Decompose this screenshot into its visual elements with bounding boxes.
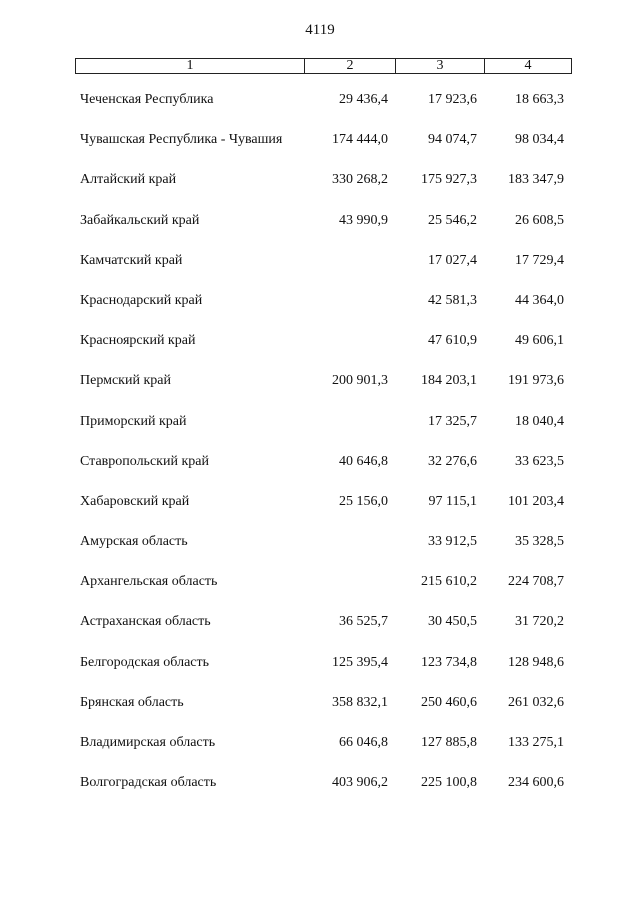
value-col-3: 97 115,1 xyxy=(428,493,477,509)
value-col-2: 358 832,1 xyxy=(332,694,388,710)
value-col-4: 31 720,2 xyxy=(515,614,564,630)
value-col-3: 32 276,6 xyxy=(428,453,477,469)
region-name: Камчатский край xyxy=(80,252,183,268)
table-row xyxy=(0,446,640,486)
value-col-3: 33 912,5 xyxy=(428,534,477,550)
table-row xyxy=(0,486,640,526)
value-col-3: 47 610,9 xyxy=(428,333,477,349)
value-col-3: 94 074,7 xyxy=(428,132,477,148)
value-col-2: 200 901,3 xyxy=(332,373,388,389)
value-col-3: 250 460,6 xyxy=(421,694,477,710)
header-col-3: 3 xyxy=(396,59,485,73)
value-col-4: 183 347,9 xyxy=(508,172,564,188)
header-col-4: 4 xyxy=(524,58,532,73)
table-row xyxy=(0,325,640,365)
value-col-3: 17 923,6 xyxy=(428,92,477,107)
table-row xyxy=(0,526,640,566)
value-col-3: 225 100,8 xyxy=(421,775,477,791)
value-col-4: 101 203,4 xyxy=(508,493,564,509)
value-col-3: 215 610,2 xyxy=(421,574,477,590)
value-col-4: 133 275,1 xyxy=(508,735,564,750)
region-name: Пермский край xyxy=(80,373,171,389)
value-col-4: 98 034,4 xyxy=(515,132,564,148)
table-row xyxy=(0,365,640,405)
value-col-2: 125 395,4 xyxy=(332,654,388,670)
table-row xyxy=(0,767,640,807)
table-row xyxy=(0,205,640,245)
page-number: 4119 xyxy=(305,22,335,38)
region-name: Волгоградская область xyxy=(80,775,217,791)
header-col-2: 2 xyxy=(305,59,396,73)
value-col-4: 44 364,0 xyxy=(515,292,564,308)
value-col-4: 18 663,3 xyxy=(515,92,564,107)
table-row xyxy=(0,687,640,727)
value-col-3: 175 927,3 xyxy=(421,172,477,188)
value-col-4: 18 040,4 xyxy=(515,413,564,429)
table-body xyxy=(0,84,640,807)
value-col-2: 66 046,8 xyxy=(339,735,388,750)
region-name: Чувашская Республика - Чувашия xyxy=(80,132,283,148)
table-row xyxy=(0,124,640,164)
region-name: Ставропольский край xyxy=(80,453,209,469)
value-col-4: 49 606,1 xyxy=(515,333,564,349)
value-col-2: 174 444,0 xyxy=(332,132,388,148)
value-col-4: 261 032,6 xyxy=(508,694,564,710)
region-name: Амурская область xyxy=(80,534,188,550)
region-name: Архангельская область xyxy=(80,574,218,590)
table-row xyxy=(0,406,640,446)
value-col-2: 43 990,9 xyxy=(339,212,388,228)
table-row xyxy=(0,84,640,124)
value-col-4: 35 328,5 xyxy=(515,534,564,550)
value-col-4: 128 948,6 xyxy=(508,654,564,670)
region-name: Хабаровский край xyxy=(80,493,190,509)
region-name: Приморский край xyxy=(80,413,187,429)
table-row xyxy=(0,727,640,767)
value-col-2: 330 268,2 xyxy=(332,172,388,188)
region-name: Забайкальский край xyxy=(80,212,200,228)
value-col-3: 30 450,5 xyxy=(428,614,477,630)
region-name: Владимирская область xyxy=(80,735,216,750)
region-name: Брянская область xyxy=(80,694,184,710)
value-col-3: 17 325,7 xyxy=(428,413,477,429)
region-name: Алтайский край xyxy=(80,172,177,188)
region-name: Чеченская Республика xyxy=(80,92,214,107)
table-row xyxy=(0,647,640,687)
value-col-2: 36 525,7 xyxy=(339,614,388,630)
table-row xyxy=(0,245,640,285)
value-col-3: 184 203,1 xyxy=(421,373,477,389)
value-col-4: 33 623,5 xyxy=(515,453,564,469)
value-col-4: 26 608,5 xyxy=(515,212,564,228)
value-col-4: 191 973,6 xyxy=(508,373,564,389)
value-col-3: 17 027,4 xyxy=(428,252,477,268)
value-col-3: 42 581,3 xyxy=(428,292,477,308)
value-col-3: 25 546,2 xyxy=(428,212,477,228)
region-name: Белгородская область xyxy=(80,654,210,670)
value-col-2: 403 906,2 xyxy=(332,775,388,791)
value-col-4: 234 600,6 xyxy=(508,775,564,791)
table-row xyxy=(0,606,640,646)
value-col-3: 127 885,8 xyxy=(421,735,477,750)
table-row xyxy=(0,285,640,325)
region-name: Астраханская область xyxy=(80,614,211,630)
value-col-4: 224 708,7 xyxy=(508,574,564,590)
value-col-2: 29 436,4 xyxy=(339,92,388,107)
table-row xyxy=(0,164,640,204)
region-name: Краснодарский край xyxy=(80,292,203,308)
value-col-2: 25 156,0 xyxy=(339,493,388,509)
header-col-1: 1 xyxy=(76,59,305,73)
value-col-2: 40 646,8 xyxy=(339,453,388,469)
value-col-3: 123 734,8 xyxy=(421,654,477,670)
table-header xyxy=(75,58,572,74)
region-name: Красноярский край xyxy=(80,333,196,349)
table-row xyxy=(0,566,640,606)
value-col-4: 17 729,4 xyxy=(515,252,564,268)
